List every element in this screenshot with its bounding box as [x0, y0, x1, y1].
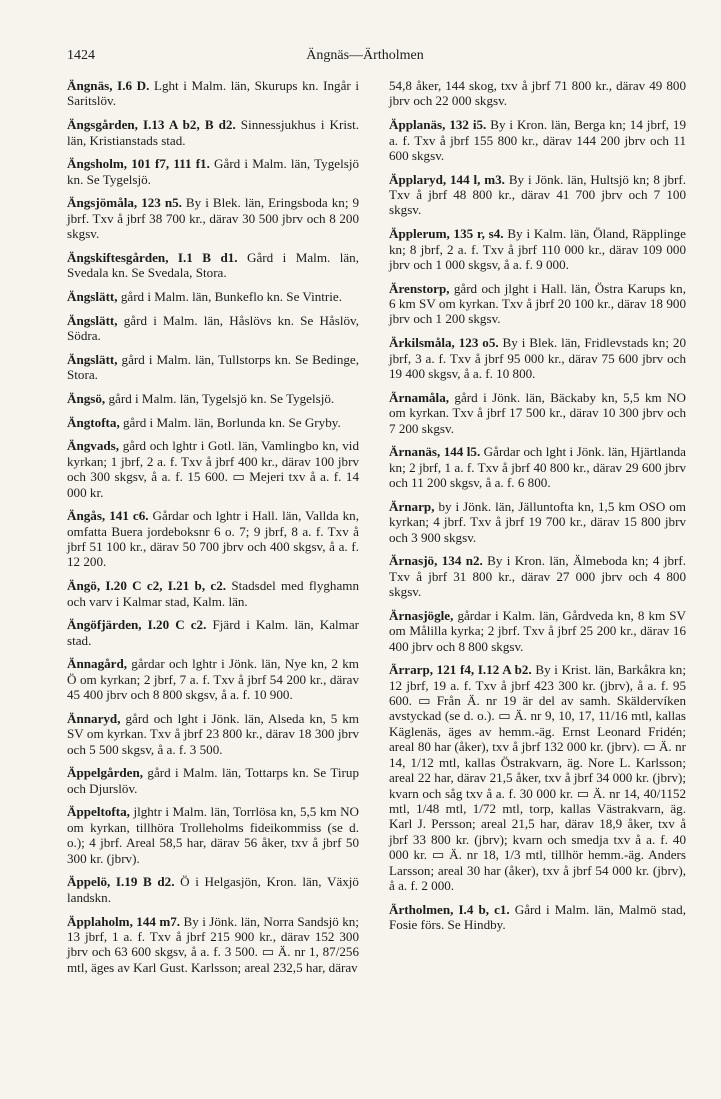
entry-headword: Äpplaholm, [67, 913, 133, 929]
entry-text: By i Blek. län, Fridlevstads kn; 20 jbrf, 3 a. f. Txv å jbrf 95 000 kr., därav 75 600 jbrv och 19 400 skgsv, å a. f. 10 800. [389, 335, 686, 381]
dictionary-entry [67, 578, 359, 609]
entry-headword: Ärkilsmåla, [389, 335, 455, 351]
entry-text: gård i Malm. län, Håslövs kn. Se Håslöv, Södra. [67, 312, 359, 344]
dictionary-entry [67, 765, 359, 796]
entry-text: gård och lghtr i Gotl. län, Vamlingbo kn, vid kyrkan; 1 jbrf, 2 a. f. Txv å jbrf 400 kr., därav 100 jbrv och 300 skgsv, å a. f. 15 600. ▭ Mejeri txv å a. f. 14 000 kr. [67, 438, 359, 500]
entry-headword: Ängö, [67, 578, 101, 594]
dictionary-entry [67, 195, 359, 241]
dictionary-entry [67, 313, 359, 344]
entry-map-reference: I.20 C c2. [141, 617, 207, 633]
entry-text: Lght i Malm. län, Skurups kn. Ingår i Saritslöv. [67, 78, 359, 109]
dictionary-entry [67, 289, 359, 304]
entry-text: Fjärd i Kalm. län, Kalmar stad. [67, 617, 360, 648]
page-header [67, 48, 663, 68]
entry-text: Gårdar och lght i Jönk. län, Hjärtlanda kn; 2 jbrf, 1 a. f. Txv å jbrf 40 800 kr., därav 29 600 jbrv och 11 200 skgsv, å a. f. 6 800. [389, 444, 686, 491]
dictionary-entry [67, 250, 359, 281]
entry-map-reference: I.20 C c2, I.21 b, c2. [100, 578, 227, 594]
dictionary-entry [389, 902, 686, 933]
entry-text: gårdar och lghtr i Jönk. län, Nye kn, 2 km Ö om kyrkan; 2 jbrf, 7 a. f. Txv å jbrf 54 200 kr., därav 45 400 jbrv och 8 800 skgsv, å a. f. 10 900. [67, 656, 359, 703]
entry-text: Gård i Malm. län, Tygelsjö kn. Se Tygelsjö. [67, 156, 360, 187]
entry-map-reference: 123 o5. [454, 335, 499, 351]
dictionary-entry [389, 499, 686, 545]
entry-text: gård och lght i Jönk. län, Alseda kn, 5 km SV om kyrkan. Txv å jbrf 23 800 kr., därav 18 300 jbrv och 5 500 skgsv, å a. f. 3 500. [67, 710, 359, 757]
dictionary-entry [67, 415, 359, 430]
dictionary-entry [67, 391, 359, 406]
dictionary-entry [389, 281, 686, 327]
entry-map-reference: 101 f7, 111 f1. [127, 156, 210, 172]
dictionary-entry [389, 390, 686, 436]
entry-text: By i Kron. län, Älmeboda kn; 4 jbrf. Txv å jbrf 31 800 kr., därav 27 000 jbrv och 4 800 skgsv. [389, 553, 686, 600]
dictionary-entry [67, 617, 359, 648]
entry-map-reference: I.6 D. [112, 78, 150, 93]
entry-headword: Ängås, [67, 508, 106, 524]
entry-headword: Ännaryd, [67, 710, 121, 726]
entry-headword: Ärnarp, [389, 498, 435, 514]
dictionary-entry [389, 608, 686, 654]
dictionary-entry [389, 335, 686, 381]
dictionary-entry [389, 117, 686, 163]
dictionary-entry [67, 438, 359, 500]
entry-text: Gårdar och lghtr i Hall. län, Vallda kn, omfatta Buera jordeboksnr 6 o. 7; 9 jbrf, 8 a. f. Txv å jbrf 51 100 kr., därav 50 700 jbrv och 400 skgsv, å a. f. 12 200. [67, 508, 359, 570]
entry-text: gård i Malm. län, Tottarps kn. Se Tirup och Djurslöv. [67, 765, 359, 796]
entry-text: gård i Malm. län, Bunkeflo kn. Se Vintrie. [117, 288, 343, 304]
entry-text: gård i Jönk. län, Bäckaby kn, 5,5 km NO om kyrkan. Txv å jbrf 17 500 kr., därav 10 300 jbrv och 7 200 skgsv. [389, 389, 686, 436]
entry-headword: Ärtholmen, [389, 901, 454, 917]
entry-headword: Ängsö, [67, 390, 106, 406]
entry-headword: Äpplerum, [389, 226, 450, 242]
entry-text: Sinnessjukhus i Krist. län, Kristianstads stad. [67, 117, 359, 148]
entry-text: gård i Malm. län, Borlunda kn. Se Gryby. [119, 414, 341, 430]
entry-map-reference: 144 l, m3. [446, 171, 505, 187]
page-number: 1424 [67, 48, 95, 63]
entry-map-reference: 141 c6. [105, 508, 149, 524]
entry-text: By i Krist. län, Barkåkra kn; 12 jbrf, 19 a. f. Txv å jbrf 423 300 kr. (jbrv), å a. f. 95 600. ▭ Från Ä. nr 19 är del av samh. Skäldervíken avstyckad (se d. o.). ▭ Ä. nr 9, 10, 17, 11/16 mtl, kallas Käglenäs, äges av hemm.-äg. Ernst Leonard Fridén; areal 80 har (åker), txv å jbrf 132 000 kr. (jbrv). ▭ Ä. nr 14, 1/12 mtl, kallas Östrakvarn, äg. Nore L. Karlsson; areal 22 har, därav 21,5 åker, txv å jbrf 34 000 kr. (jbrv); kvarn och såg txv å a. f. 30 000 kr. ▭ Ä. nr 14, 40/1152 mtl, 1/48 mtl, 1/72 mtl, torp, kallas Västrakvarn, äg. Karl J. Persson; areal 21,5 har, därav 18,9 åker, txv å jbrf 33 800 kr. (jbrv); kvarn och smedja txv å a. f. 40 000 kr. ▭ Ä. nr 18, 1/3 mtl, tillhör hemm.-äg. Anders Larsson; areal 30 har (åker), txv å jbrf 54 000 kr. (jbrv), å a. f. 2 000. [389, 662, 686, 893]
entry-map-reference: 134 n2. [437, 553, 483, 569]
entry-map-reference: I.4 b, c1. [453, 901, 510, 917]
dictionary-entry [67, 914, 359, 976]
entry-headword: Ärenstorp, [389, 280, 450, 296]
dictionary-entry [67, 656, 359, 702]
entry-headword: Ängtofta, [67, 414, 120, 430]
entry-headword: Äpplanäs, [389, 117, 446, 133]
entry-map-reference: 123 n5. [137, 195, 182, 211]
entry-text: by i Jönk. län, Jälluntofta kn, 1,5 km OSO om kyrkan; 4 jbrf. Txv å jbrf 19 700 kr., därav 15 800 jbrv och 3 900 skgsv. [389, 498, 686, 545]
entry-map-reference: I.13 A b2, B d2. [137, 117, 236, 133]
entry-headword: Äppelö, [67, 874, 111, 890]
dictionary-entry [67, 711, 359, 757]
dictionary-entry [389, 78, 686, 109]
entry-text: By i Jönk. län, Norra Sandsjö kn; 13 jbrf, 1 a. f. Txv å jbrf 215 900 kr., därav 152 300 jbrv och 63 600 skgsv, å a. f. 3 500. ▭ Ä. nr 1, 87/256 mtl, äges av Karl Gust. Karlsson; areal 232,5 har, därav [67, 913, 359, 975]
entry-text: gård i Malm. län, Tullstorps kn. Se Bedinge, Stora. [67, 351, 359, 383]
dictionary-entry [389, 553, 686, 599]
entry-headword: Äppelgården, [67, 765, 144, 781]
entry-headword: Ängslätt, [67, 351, 118, 367]
entry-text: Gård i Malm. län, Svedala kn. Se Svedala, Stora. [67, 249, 359, 281]
left-column [67, 78, 359, 983]
entry-map-reference: 135 r, s4. [449, 226, 504, 242]
entry-text: By i Kron. län, Berga kn; 14 jbrf, 19 a. f. Txv å jbrf 155 800 kr., därav 144 200 jbrv och 11 600 skgsv. [389, 117, 686, 163]
entry-headword: Äpplaryd, [389, 171, 447, 187]
dictionary-entry [389, 172, 686, 218]
entry-headword: Ängsgården, [67, 117, 138, 133]
entry-text: gård i Malm. län, Tygelsjö kn. Se Tygelsjö. [105, 390, 335, 406]
entry-headword: Ängvads, [67, 438, 120, 454]
dictionary-entry [389, 662, 686, 893]
entry-text: gårdar i Kalm. län, Gårdveda kn, 8 km SV om Målilla kyrka; 2 jbrf. Txv å jbrf 25 200 kr., därav 16 400 jbrv och 8 800 skgsv. [389, 607, 686, 654]
entry-text: 54,8 åker, 144 skog, txv å jbrf 71 800 kr., därav 49 800 jbrv och 22 000 skgsv. [389, 78, 686, 109]
dictionary-entry [67, 804, 359, 866]
dictionary-entry [67, 352, 359, 383]
dictionary-entry [67, 874, 359, 905]
dictionary-entry [389, 226, 686, 272]
entry-headword: Ärnamåla, [389, 389, 450, 405]
dictionary-entry [67, 508, 359, 570]
entry-map-reference: 121 f4, I.12 A b2. [433, 662, 532, 678]
entry-map-reference: I.1 B d1. [168, 249, 238, 265]
entry-text: Stadsdel med flyghamn och varv i Kalmar stad, Kalm. län. [67, 578, 360, 609]
entry-headword: Ängslätt, [67, 312, 118, 328]
dictionary-entry [67, 117, 359, 148]
entry-text: By i Kalm. län, Öland, Räpplinge kn; 8 jbrf, 2 a. f. Txv å jbrf 110 000 kr., därav 109 000 jbrv och 1 000 skgsv, å a. f. 9 000. [389, 226, 686, 272]
entry-text: Gård i Malm. län, Malmö stad, Fosie förs. Se Hindby. [389, 901, 686, 933]
entry-headword: Ängsjömåla, [67, 195, 138, 211]
entry-text: jlghtr i Malm. län, Torrlösa kn, 5,5 km NO om kyrkan, tillhöra Trolleholms fideikommiss (se d. o.); 4 jbrf. Areal 58,5 har, därav 56 åker, txv å jbrf 50 300 kr. (jbrv). [67, 804, 359, 866]
dictionary-entry [67, 156, 359, 187]
entry-headword: Ängsholm, [67, 156, 128, 172]
entry-headword: Ängnäs, [67, 78, 113, 93]
right-column [389, 78, 686, 941]
entry-headword: Ärrarp, [389, 662, 433, 678]
entry-headword: Ängskiftesgården, [67, 249, 169, 265]
entry-text: By i Jönk. län, Hultsjö kn; 8 jbrf. Txv å jbrf 48 800 kr., därav 41 700 jbrv och 7 100 skgsv. [389, 171, 686, 218]
entry-headword: Ängöfjärden, [67, 617, 142, 633]
entry-headword: Ärnanäs, [389, 444, 441, 460]
entry-headword: Ängslätt, [67, 288, 118, 304]
running-head: Ängnäs—Ärtholmen [306, 48, 424, 63]
entry-text: Ö i Helgasjön, Kron. län, Växjö landskn. [67, 874, 359, 905]
entry-map-reference: 144 l5. [440, 444, 481, 460]
entry-headword: Ärnasjögle, [389, 607, 454, 623]
entry-map-reference: I.19 B d2. [110, 874, 175, 890]
entry-text: gård och jlght i Hall. län, Östra Karups kn, 6 km SV om kyrkan. Txv å jbrf 20 100 kr., därav 18 900 jbrv och 1 200 skgsv. [389, 280, 686, 327]
entry-map-reference: 132 i5. [445, 117, 487, 133]
entry-headword: Äppeltofta, [67, 804, 130, 820]
entry-text: By i Blek. län, Eringsboda kn; 9 jbrf. Txv å jbrf 38 700 kr., därav 30 500 jbrv och 8 200 skgsv. [67, 195, 359, 242]
entry-headword: Ärnasjö, [389, 553, 438, 569]
entry-headword: Ännagård, [67, 656, 128, 672]
dictionary-entry [67, 78, 359, 109]
entry-map-reference: 144 m7. [132, 913, 181, 929]
dictionary-entry [389, 444, 686, 490]
